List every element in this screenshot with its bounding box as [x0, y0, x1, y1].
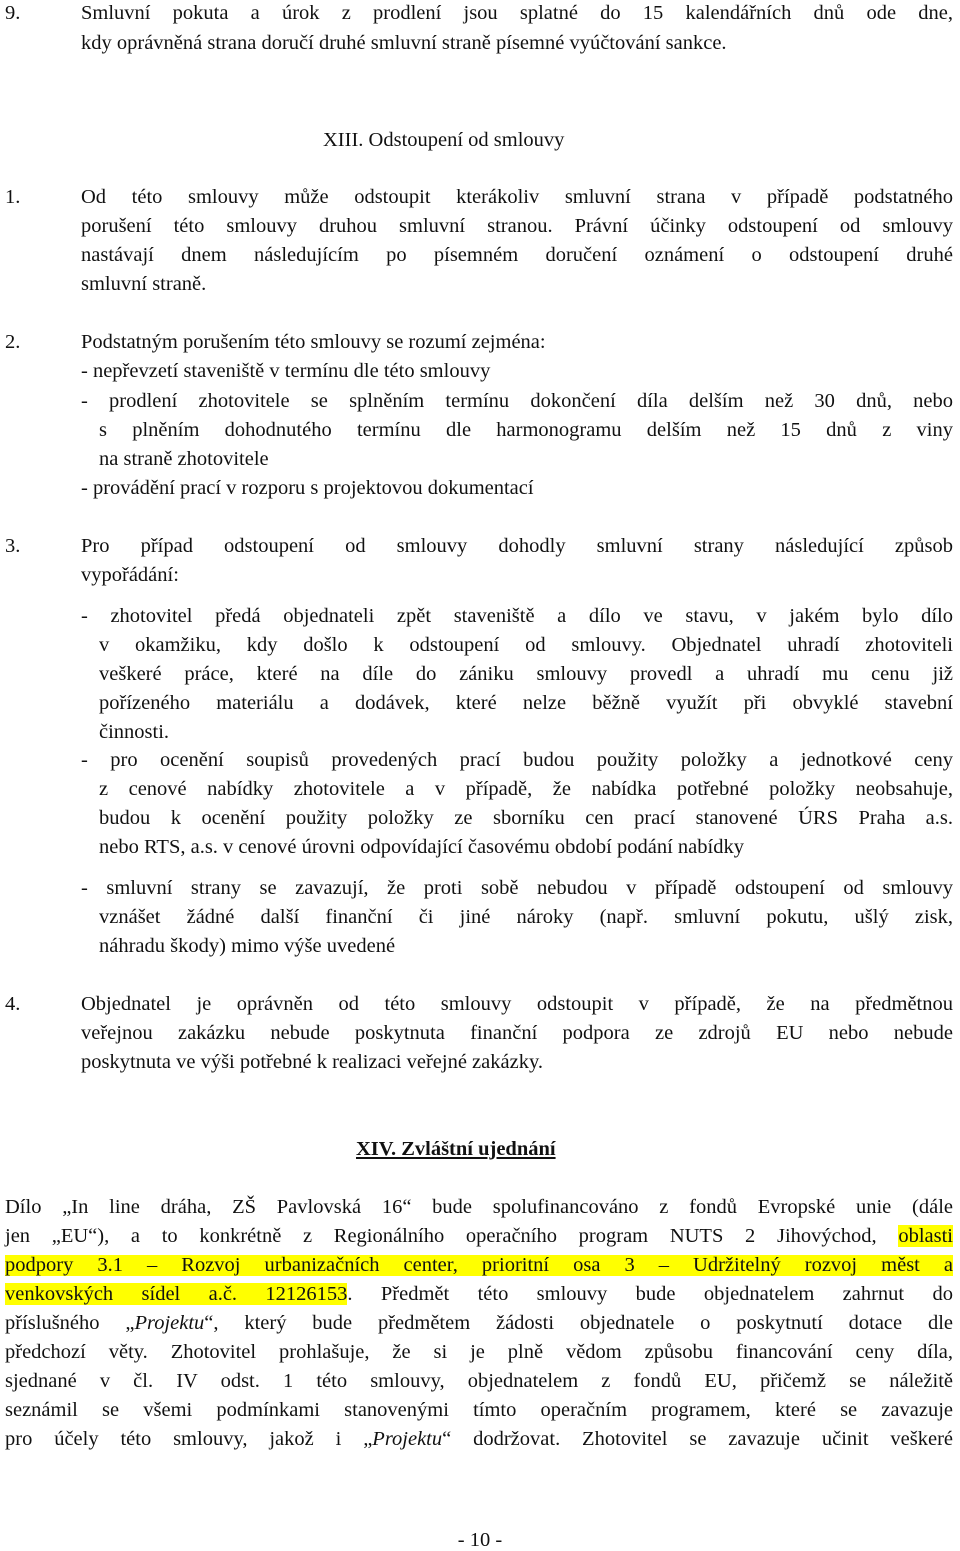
- list-item: veškeré práce, které na díle do zániku smlouvy provedl a uhradí mu cenu již: [99, 663, 953, 685]
- list-item: pořízeného materiálu a dodávek, které nelze běžně využít při obvyklé stavební: [99, 692, 953, 714]
- text-segment: . Předmět této smlouvy bude objednatelem zahrnut do: [347, 1283, 953, 1305]
- paragraph-line: kdy oprávněná strana doručí druhé smluvní straně písemné vyúčtování sankce.: [81, 32, 727, 54]
- paragraph-line: Od této smlouvy může odstoupit kterákoliv smluvní strana v případě podstatného: [81, 186, 953, 208]
- paragraph-line: Pro případ odstoupení od smlouvy dohodly smluvní strany následující způsob: [81, 535, 953, 557]
- text-segment: příslušného „: [5, 1312, 135, 1334]
- paragraph-line: sjednané v čl. IV odst. 1 této smlouvy, objednatelem z fondů EU, přičemž se náležitě: [5, 1370, 953, 1392]
- list-item: náhradu škody) mimo výše uvedené: [99, 935, 396, 957]
- list-item: - nepřevzetí staveniště v termínu dle této smlouvy: [81, 360, 491, 382]
- paragraph-line: [5, 1429, 953, 1450]
- paragraph-line: Objednatel je oprávněn od této smlouvy odstoupit v případě, že na předmětnou: [81, 993, 953, 1015]
- item-number: 2.: [5, 331, 21, 353]
- paragraph-line: poskytnuta ve výši potřebné k realizaci veřejné zakázky.: [81, 1051, 544, 1073]
- paragraph-line: předchozí věty. Zhotovitel prohlašuje, že si je plně vědom způsobu financování ceny díla,: [5, 1341, 953, 1363]
- list-item: vznášet žádné další finanční či jiné nároky (např. smluvní pokutu, ušlý zisk,: [99, 906, 953, 928]
- item-number: 4.: [5, 993, 21, 1015]
- text-segment: pro účely této smlouvy, jakož i „: [5, 1428, 373, 1450]
- italic-term: Projektu: [372, 1428, 443, 1450]
- italic-term: Projektu: [134, 1312, 205, 1334]
- list-item: - pro ocenění soupisů provedených prací budou použity položky a jednotkové ceny: [81, 749, 953, 771]
- paragraph-line: Dílo „In line dráha, ZŠ Pavlovská 16“ bude spolufinancováno z fondů Evropské unie (dále: [5, 1196, 953, 1218]
- paragraph-line: porušení této smlouvy druhou smluvní stranou. Právní účinky odstoupení od smlouvy: [81, 215, 953, 237]
- paragraph-line: Smluvní pokuta a úrok z prodlení jsou splatné do 15 kalendářních dnů ode dne,: [81, 2, 953, 24]
- paragraph-line: [5, 1284, 953, 1305]
- paragraph-line: veřejnou zakázku nebude poskytnuta finanční podpora ze zdrojů EU nebo nebude: [81, 1022, 953, 1044]
- text-segment: jen „EU“), a to konkrétně z Regionálního operačního program NUTS 2 Jihovýchod,: [5, 1225, 899, 1247]
- paragraph-line: vypořádání:: [81, 564, 179, 586]
- section-heading: XIV. Zvláštní ujednání: [356, 1138, 556, 1160]
- item-number: 9.: [5, 2, 21, 24]
- item-number: 3.: [5, 535, 21, 557]
- page-number: - 10 -: [457, 1529, 503, 1551]
- paragraph-line: smluvní straně.: [81, 273, 207, 295]
- paragraph-line: nastávají dnem následujícím po písemném doručení oznámení o odstoupení druhé: [81, 244, 953, 266]
- section-heading: XIII. Odstoupení od smlouvy: [323, 129, 565, 151]
- paragraph-line: seznámil se všemi podmínkami stanovenými tímto operačním programem, které se zavazuje: [5, 1399, 953, 1421]
- list-item: - prodlení zhotovitele se splněním termínu dokončení díla delším než 30 dnů, nebo: [81, 390, 953, 412]
- highlighted-text: venkovských sídel a.č. 12126153: [5, 1283, 348, 1305]
- list-item: v okamžiku, kdy došlo k odstoupení od smlouvy. Objednatel uhradí zhotoviteli: [99, 634, 953, 656]
- list-item: budou k ocenění použity položky ze sborníku cen prací stanovené ÚRS Praha a.s.: [99, 807, 953, 829]
- list-item: z cenové nabídky zhotovitele a v případě, že nabídka potřebné položky neobsahuje,: [99, 778, 953, 800]
- list-item: - zhotovitel předá objednateli zpět staveniště a dílo ve stavu, v jakém bylo dílo: [81, 605, 953, 627]
- list-item: - provádění prací v rozporu s projektovou dokumentací: [81, 477, 534, 499]
- text-segment: “ dodržovat. Zhotovitel se zavazuje učinit veškeré: [442, 1428, 954, 1450]
- item-number: 1.: [5, 186, 21, 208]
- paragraph-line: Podstatným porušením této smlouvy se rozumí zejména:: [81, 331, 546, 353]
- list-item: s plněním dohodnutého termínu dle harmonogramu delším než 15 dnů z viny: [99, 419, 953, 441]
- paragraph-line: [5, 1313, 953, 1334]
- text-segment: “, který bude předmětem žádosti objednatele o poskytnutí dotace dle: [204, 1312, 953, 1334]
- list-item: - smluvní strany se zavazují, že proti sobě nebudou v případě odstoupení od smlouvy: [81, 877, 953, 899]
- list-item: činnosti.: [99, 721, 170, 743]
- paragraph-line: [5, 1226, 953, 1247]
- highlighted-text: oblasti: [898, 1225, 953, 1247]
- list-item: na straně zhotovitele: [99, 448, 269, 470]
- list-item: nebo RTS, a.s. v cenové úrovni odpovídající časovému období podání nabídky: [99, 836, 744, 858]
- highlighted-text: podpory 3.1 – Rozvoj urbanizačních center, prioritní osa 3 – Udržitelný rozvoj měst a: [5, 1254, 953, 1276]
